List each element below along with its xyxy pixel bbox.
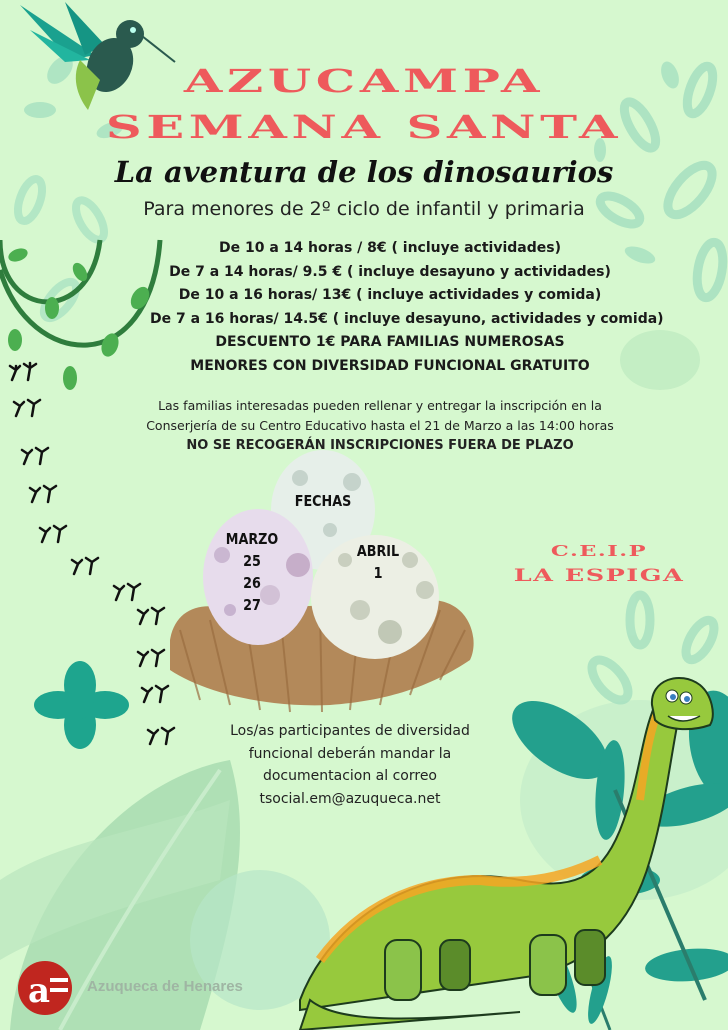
price-item: De 10 a 16 horas/ 13€ ( incluye actividades y comida)	[178, 287, 602, 303]
march-day: 25	[243, 552, 261, 570]
azuqueca-logo-icon	[18, 961, 72, 1015]
note-line: documentacion al correo	[262, 768, 437, 784]
note-line: Los/as participantes de diversidad	[230, 723, 470, 739]
march-day: 26	[243, 574, 261, 592]
registration-line-2: Conserjería de su Centro Educativo hasta el 21 de Marzo a las 14:00 horas	[146, 418, 614, 433]
audience-text: Para menores de 2º ciclo de infantil y primaria	[143, 198, 585, 220]
title-line-2: SEMANA SANTA	[105, 108, 623, 146]
price-item: De 10 a 14 horas / 8€ ( incluye actividades)	[219, 240, 561, 256]
flower-icon	[34, 661, 129, 749]
march-label: MARZO	[225, 530, 279, 548]
april-dates	[344, 540, 412, 584]
registration-warning: NO SE RECOGERÁN INSCRIPCIONES FUERA DE PLAZO	[186, 438, 574, 453]
march-day: 27	[243, 596, 261, 614]
march-dates	[218, 528, 286, 616]
registration-info	[120, 396, 640, 456]
registration-line-1: Las familias interesadas pueden rellenar y entregar la inscripción en la	[158, 398, 602, 413]
note-line: funcional deberán mandar la	[248, 745, 452, 762]
contact-email[interactable]: tsocial.em@azuqueca.net	[259, 790, 441, 807]
school-type: C.E.I.P	[550, 542, 648, 560]
subtitle: La aventura de los dinosaurios	[114, 155, 614, 189]
discount-text: DESCUENTO 1€ PARA FAMILIAS NUMEROSAS	[215, 334, 565, 350]
school-name: LA ESPIGA	[513, 566, 685, 586]
diversity-note	[190, 720, 510, 810]
title-line-1: AZUCAMPA	[183, 62, 545, 100]
april-day: 1	[373, 564, 383, 582]
svg-text:a: a	[28, 971, 51, 1011]
dates-heading: FECHAS	[294, 492, 352, 510]
free-text: MENORES CON DIVERSIDAD FUNCIONAL GRATUITO	[190, 357, 590, 374]
price-item: De 7 a 16 horas/ 14.5€ ( incluye desayuno, actividades y comida)	[150, 310, 664, 327]
price-list	[150, 237, 664, 378]
logo-text: Azuqueca de Henares	[87, 978, 243, 995]
april-label: ABRIL	[356, 542, 400, 560]
price-item: De 7 a 14 horas/ 9.5 € ( incluye desayuno y actividades)	[169, 263, 611, 280]
